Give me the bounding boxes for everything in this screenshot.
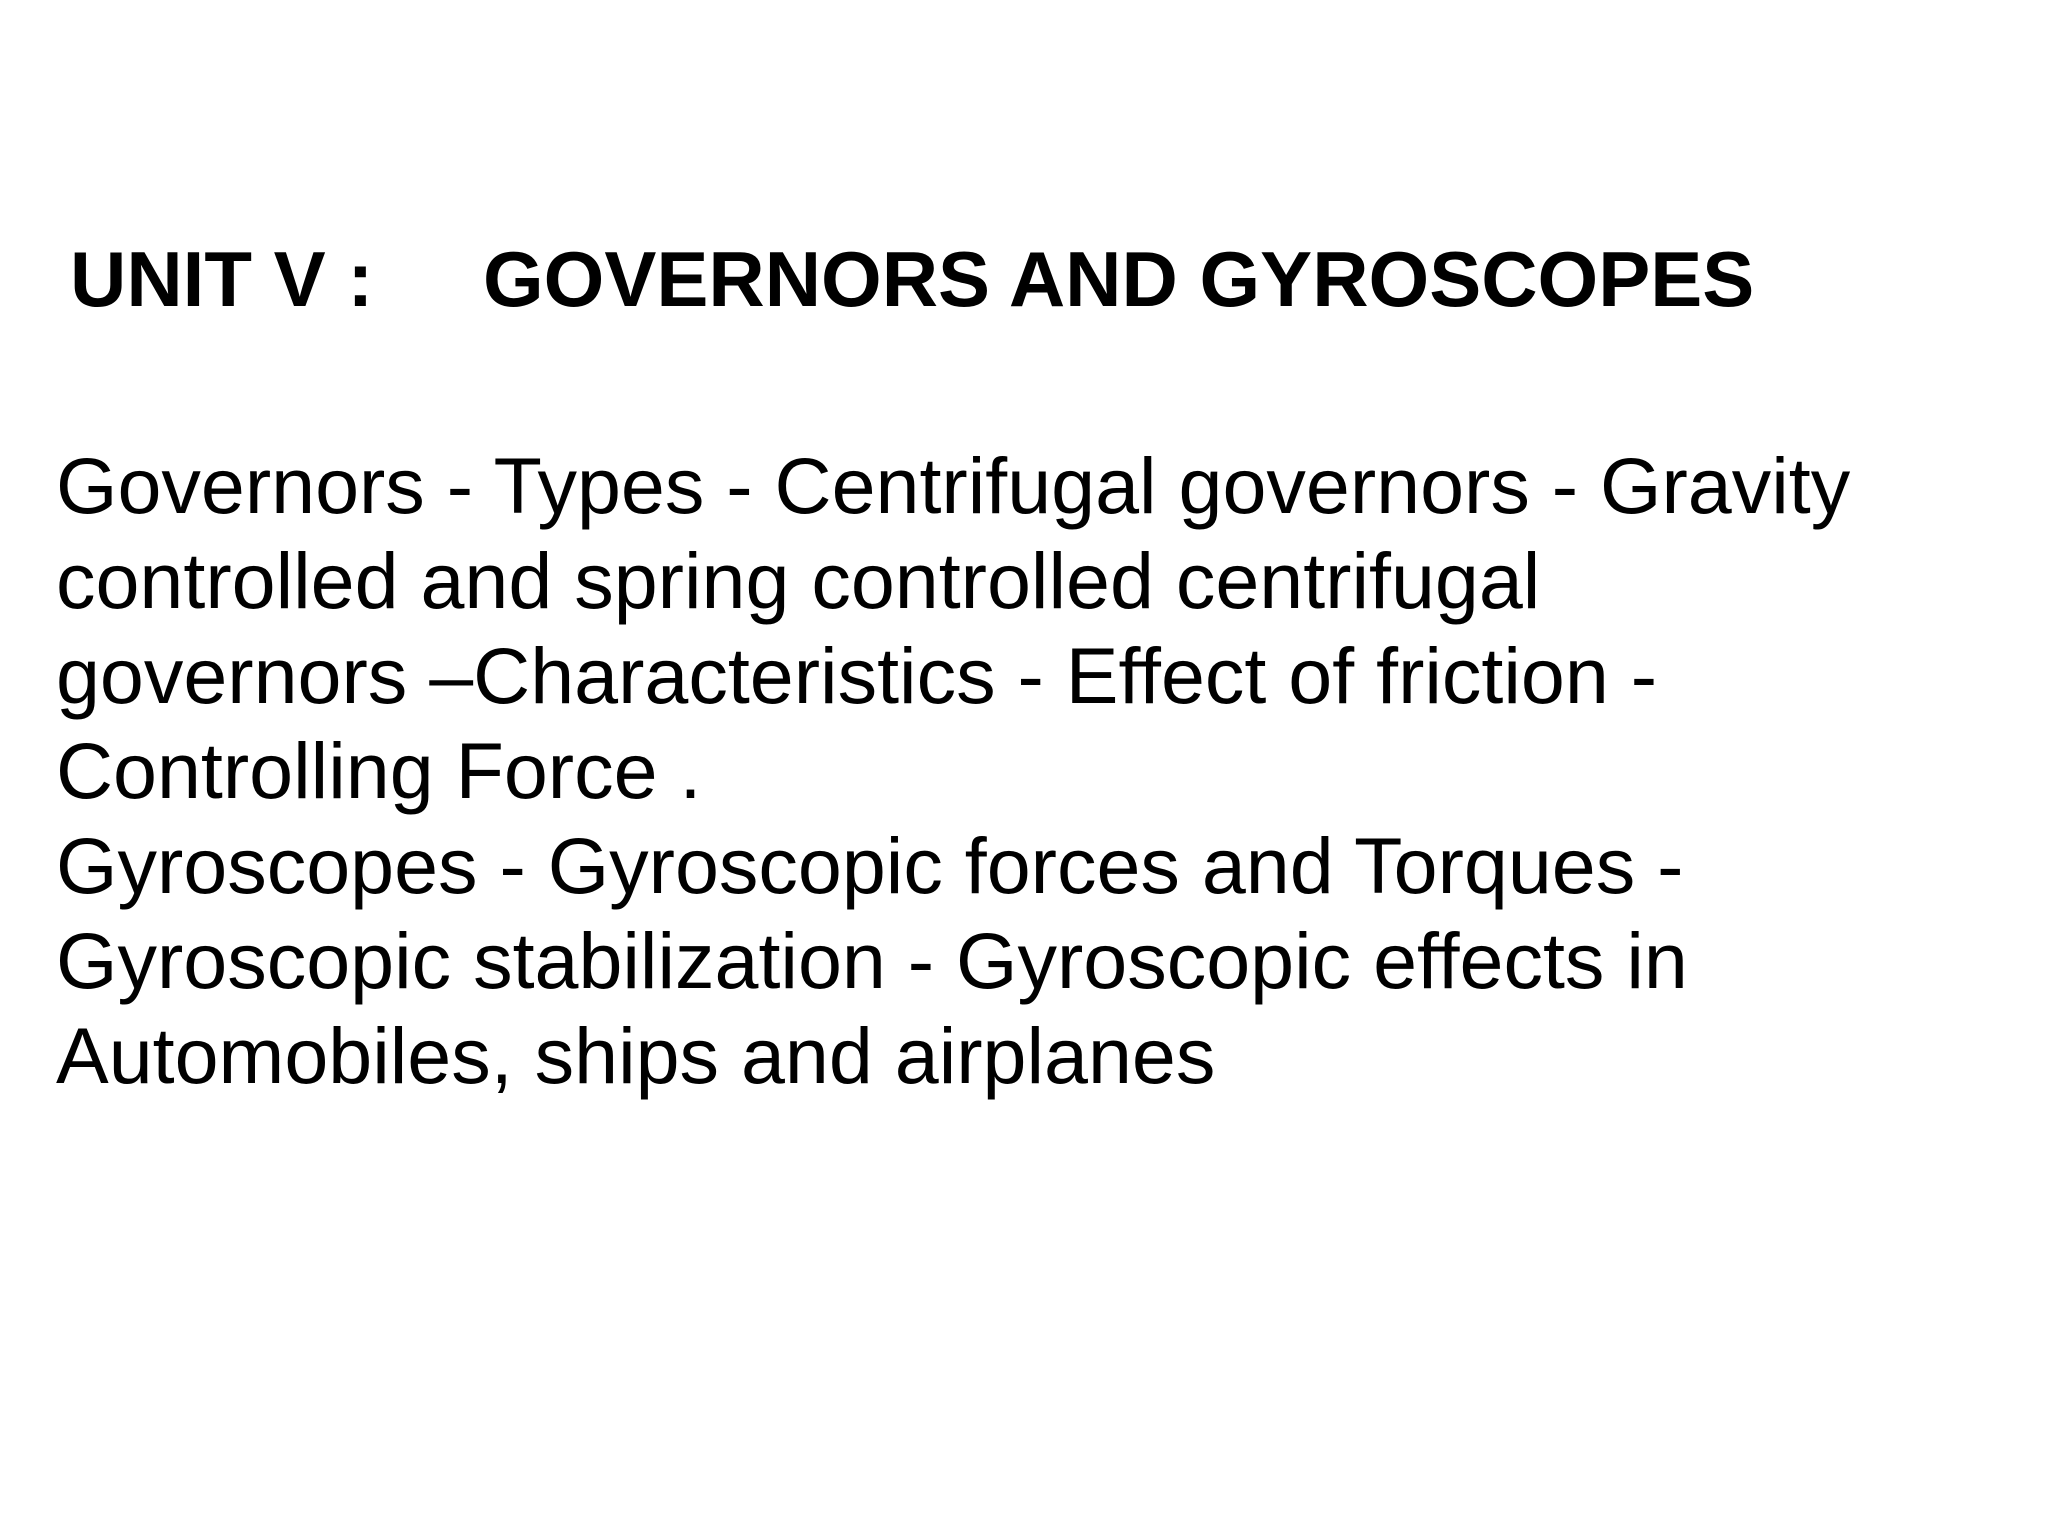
body-line: Gyroscopes - Gyroscopic forces and Torques - [56,821,1684,910]
body-line: Automobiles, ships and airplanes [56,1011,1216,1100]
body-line: Gyroscopic stabilization - Gyroscopic effects in [56,916,1688,1005]
body-line: Controlling Force . [56,726,702,815]
unit-topic: GOVERNORS AND GYROSCOPES [483,235,1755,323]
body-line: governors –Characteristics - Effect of friction - [56,631,1658,720]
body-line: controlled and spring controlled centrifugal [56,536,1541,625]
body-line: Governors - Types - Centrifugal governors - Gravity [56,441,1851,530]
syllabus-body [56,438,2016,1103]
unit-label: UNIT V : [70,235,374,323]
slide-title [70,235,1755,323]
